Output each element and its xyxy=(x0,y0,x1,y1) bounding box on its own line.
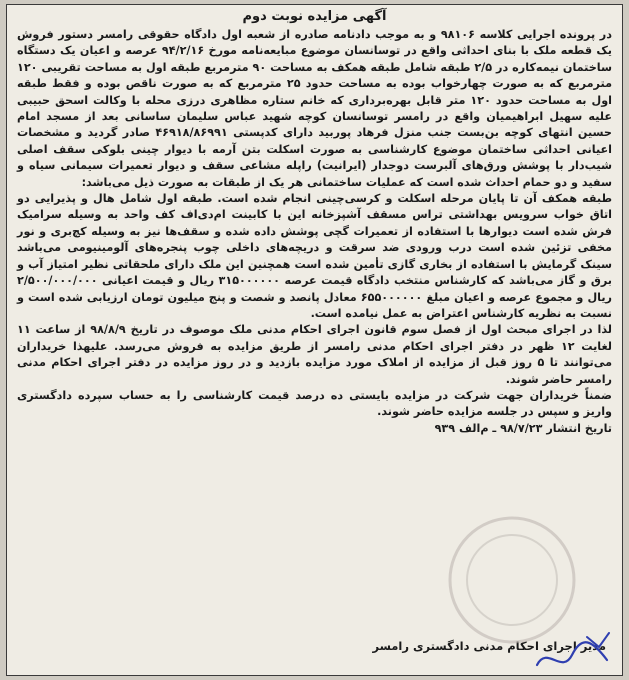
handwritten-pen-mark xyxy=(527,625,617,676)
notice-paragraph-1: در پرونده اجرایی کلاسه ۹۸۱۰۶ و به موجب دادنامه صادره از شعبه اول دادگاه حقوقی رامسر دستور فروش یک قطعه ملک با بنای احداثی واقع در توسانسان موضوع مبایعه‌نامه مورخ ۹۴/۲/۱۶ عرصه و اعیان یک دستگاه ساختمان نیمه‌کاره در ۲/۵ طبقه شامل طبقه همکف به مساحت ۹۰ مترمربع طبقه اول به مساحت تقریبی ۱۲۰ مترمربع که به صورت چهارخواب بوده به مساحت حدود ۲۵ مترمربع که به صورت ناقص بوده و فقط طبقه اول به مساحت حدود ۱۲۰ متر قابل بهره‌برداری که خانم ستاره مظاهری درزی محله با وکالت اسحق حبیبی علیه سهیل ابراهیمیان واقع در رامسر توسانسان کوچه شهید عباس سلیمان ساسانی بعد از مسجد امام حسین انتهای کوچه بن‌بست جنب منزل فرهاد پوربید دارای کدپستی ۴۶۹۱۸/۸۶۹۹۱ صادر گردید و مشخصات اعیانی احداثی ساختمان موضوع کارشناسی به صورت اسکلت بتن آرمه با دیوار چینی بلوکی سقف اصلی شیب‌دار با پوشش ورق‌های آلبرست دوجدار (ایرانیت) راپله مشاعی سقف و دیوار تعمیرات سیمانی سیاه و سفید و دو حمام احداث شده است که عملیات ساختمانی هر یک از طبقات به صورت ذیل می‌باشد: xyxy=(17,28,613,189)
notice-paragraph-3: لذا در اجرای مبحث اول از فصل سوم قانون اجرای احکام مدنی ملک موصوف در تاریخ ۹۸/۸/۹ از ساعت ۱۱ لغایت ۱۲ ظهر در دفتر اجرای احکام مدنی رامسر از طریق مزایده به فروش می‌رسد. علیهذا خریداران می‌توانند تا ۵ روز قبل از مزایده از املاک مورد مزایده بازدید و در روز مزایده در دفتر اجرای احکام مدنی رامسر حاضر شوند. xyxy=(17,323,613,386)
notice-title: آگهی مزایده نوبت دوم xyxy=(242,9,387,24)
notice-body xyxy=(17,27,612,437)
notice-paragraph-2: طبقه همکف آن تا پایان مرحله اسکلت و کرسی‌چینی انجام شده است. طبقه اول شامل هال و پذیرایی دو اتاق خواب سرویس بهداشتی تراس مسقف آشپزخانه این با کابینت ام‌دی‌اف کف واحد به وسیله سرامیک فرش شده است دیوارها با استفاده از تعمیرات گچی پوشش داده شده و سقف‌ها نیز به وسیله کچ‌بری و نور مخفی تزئین شده است درب ورودی ضد سرقت و دریچه‌های داخلی چوب پنجره‌های آلومینیومی می‌باشد سینک گرمایش با استفاده از بخاری گازی تأمین شده است همچنین این ملک دارای ملحقاتی نظیر امتیاز آب و برق و گاز می‌باشد که کارشناس منتخب دادگاه قیمت عرصه ۳۱۵۰۰۰۰۰۰ ریال و قیمت اعیانی ۲/۵۰۰/۰۰۰/۰۰۰ ریال و مجموع عرصه و اعیان مبلغ ۶۵۵۰۰۰۰۰۰ معادل پانصد و شصت و پنج میلیون تومان ارزیابی شده است و نسبت به نظریه کارشناس اعتراض به عمل نیامده است. xyxy=(17,192,612,320)
notice-clipping xyxy=(6,4,623,676)
notice-paragraph-4: ضمناً خریداران جهت شرکت در مزایده بایستی ده درصد قیمت کارشناسی را به حساب سپرده دادگستری واریز و سپس در جلسه مزایده حاضر شوند. xyxy=(17,388,612,419)
signature: مدیر اجرای احکام مدنی دادگستری رامسر xyxy=(372,639,606,653)
notice-publish-date: تاریخ انتشار ۹۸/۷/۲۳ ـ م‌الف ۹۳۹ xyxy=(434,421,612,435)
